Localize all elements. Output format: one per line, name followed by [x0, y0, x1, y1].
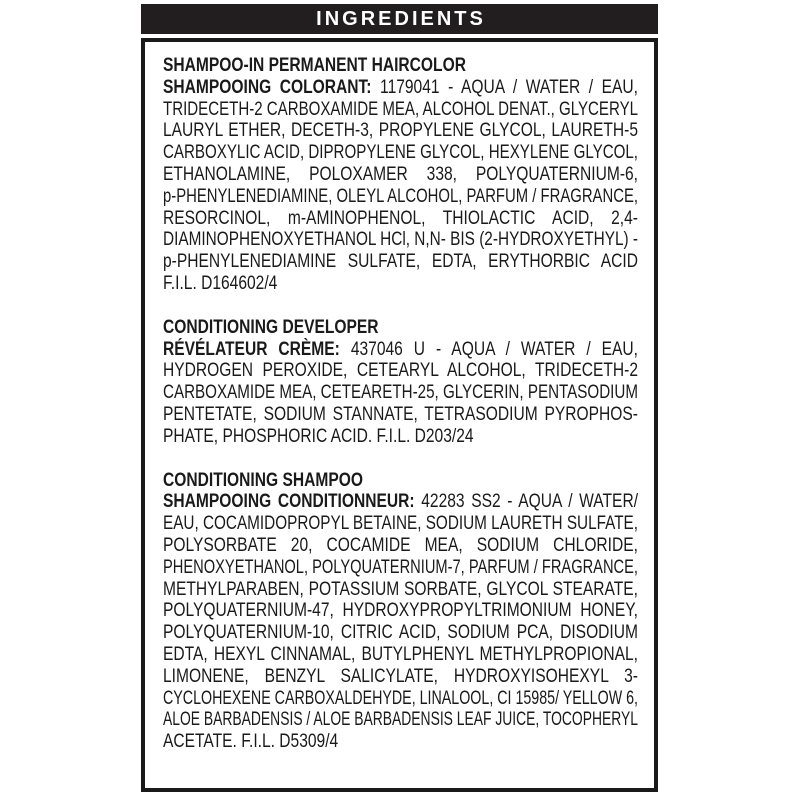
ingredient-line: PENTETATE, SODIUM STANNATE, TETRASODIUM PYROPHOS-	[163, 403, 638, 425]
ingredient-line: RESORCINOL, m-AMINOPHENOL, THIOLACTIC ACID, 2,4-	[163, 207, 638, 229]
ingredient-line: p-PHENYLENEDIAMINE SULFATE, EDTA, ERYTHORBIC ACID	[163, 251, 638, 273]
section-developer	[163, 317, 638, 448]
ingredient-line: CYCLOHEXENE CARBOXALDEHYDE, LINALOOL, CI 15985/ YELLOW 6,	[163, 687, 638, 709]
ingredient-line: TRIDECETH-2 CARBOXAMIDE MEA, ALCOHOL DENAT., GLYCERYL	[163, 98, 638, 120]
ingredient-line: CARBOXYLIC ACID, DIPROPYLENE GLYCOL, HEXYLENE GLYCOL,	[163, 142, 638, 164]
ingredient-line: EAU, COCAMIDOPROPYL BETAINE, SODIUM LAURETH SULFATE,	[163, 513, 638, 535]
bilingual-label: SHAMPOOING CONDITIONNEUR:	[163, 491, 415, 513]
ingredient-line: POLYQUATERNIUM-10, CITRIC ACID, SODIUM PCA, DISODIUM	[163, 622, 638, 644]
ingredient-line: METHYLPARABEN, POTASSIUM SORBATE, GLYCOL STEARATE,	[163, 578, 638, 600]
ingredient-line: LAURYL ETHER, DECETH-3, PROPYLENE GLYCOL, LAURETH-5	[163, 120, 638, 142]
ingredient-line: DIAMINOPHENOXYETHANOL HCl, N,N- BIS (2-HYDROXYETHYL) -	[163, 229, 638, 251]
ingredient-line: EDTA, HEXYL CINNAMAL, BUTYLPHENYL METHYLPROPIONAL,	[163, 643, 638, 665]
fil-code-line: F.I.L. D164602/4	[163, 272, 278, 294]
ingredient-line: PHENOXYETHANOL, POLYQUATERNIUM-7, PARFUM / FRAGRANCE,	[163, 556, 638, 578]
section-heading: CONDITIONING DEVELOPER	[163, 316, 379, 338]
bilingual-label: SHAMPOOING COLORANT:	[163, 76, 372, 98]
bilingual-label: RÉVÉLATEUR CRÈME:	[163, 338, 340, 360]
ingredient-line: POLYQUATERNIUM-47, HYDROXYPROPYLTRIMONIUM HONEY,	[163, 600, 638, 622]
section-shampoo	[163, 470, 638, 753]
ingredient-line: p-PHENYLENEDIAMINE, OLEYL ALCOHOL, PARFUM / FRAGRANCE,	[163, 185, 638, 207]
section-heading: CONDITIONING SHAMPOO	[163, 469, 363, 491]
ingredients-title: INGREDIENTS	[316, 7, 486, 30]
fil-code-line: PHATE, PHOSPHORIC ACID. F.I.L. D203/24	[163, 425, 474, 447]
section-haircolor	[163, 55, 638, 295]
ingredient-line: POLYSORBATE 20, COCAMIDE MEA, SODIUM CHLORIDE,	[163, 534, 638, 556]
ingredient-line: SHAMPOOING COLORANT: 1179041 - AQUA / WATER / EAU,	[163, 76, 639, 98]
section-heading: SHAMPOO-IN PERMANENT HAIRCOLOR	[163, 55, 466, 76]
ingredient-line: CARBOXAMIDE MEA, CETEARETH-25, GLYCERIN, PENTASODIUM	[163, 382, 638, 404]
ingredient-line: HYDROGEN PEROXIDE, CETEARYL ALCOHOL, TRIDECETH-2	[163, 360, 638, 382]
ingredients-header-bar	[141, 4, 658, 34]
ingredients-panel	[141, 38, 658, 792]
ingredient-line: LIMONENE, BENZYL SALICYLATE, HYDROXYISOHEXYL 3-	[163, 665, 638, 687]
fil-code-line: ACETATE. F.I.L. D5309/4	[163, 731, 339, 753]
ingredient-line: RÉVÉLATEUR CRÈME: 437046 U - AQUA / WATER / EAU,	[163, 338, 639, 360]
ingredient-line: SHAMPOOING CONDITIONNEUR: 42283 SS2 - AQUA / WATER/	[163, 491, 639, 513]
ingredient-line: ETHANOLAMINE, POLOXAMER 338, POLYQUATERNIUM-6,	[163, 163, 638, 185]
ingredient-line: ALOE BARBADENSIS / ALOE BARBADENSIS LEAF JUICE, TOCOPHERYL	[163, 709, 638, 731]
